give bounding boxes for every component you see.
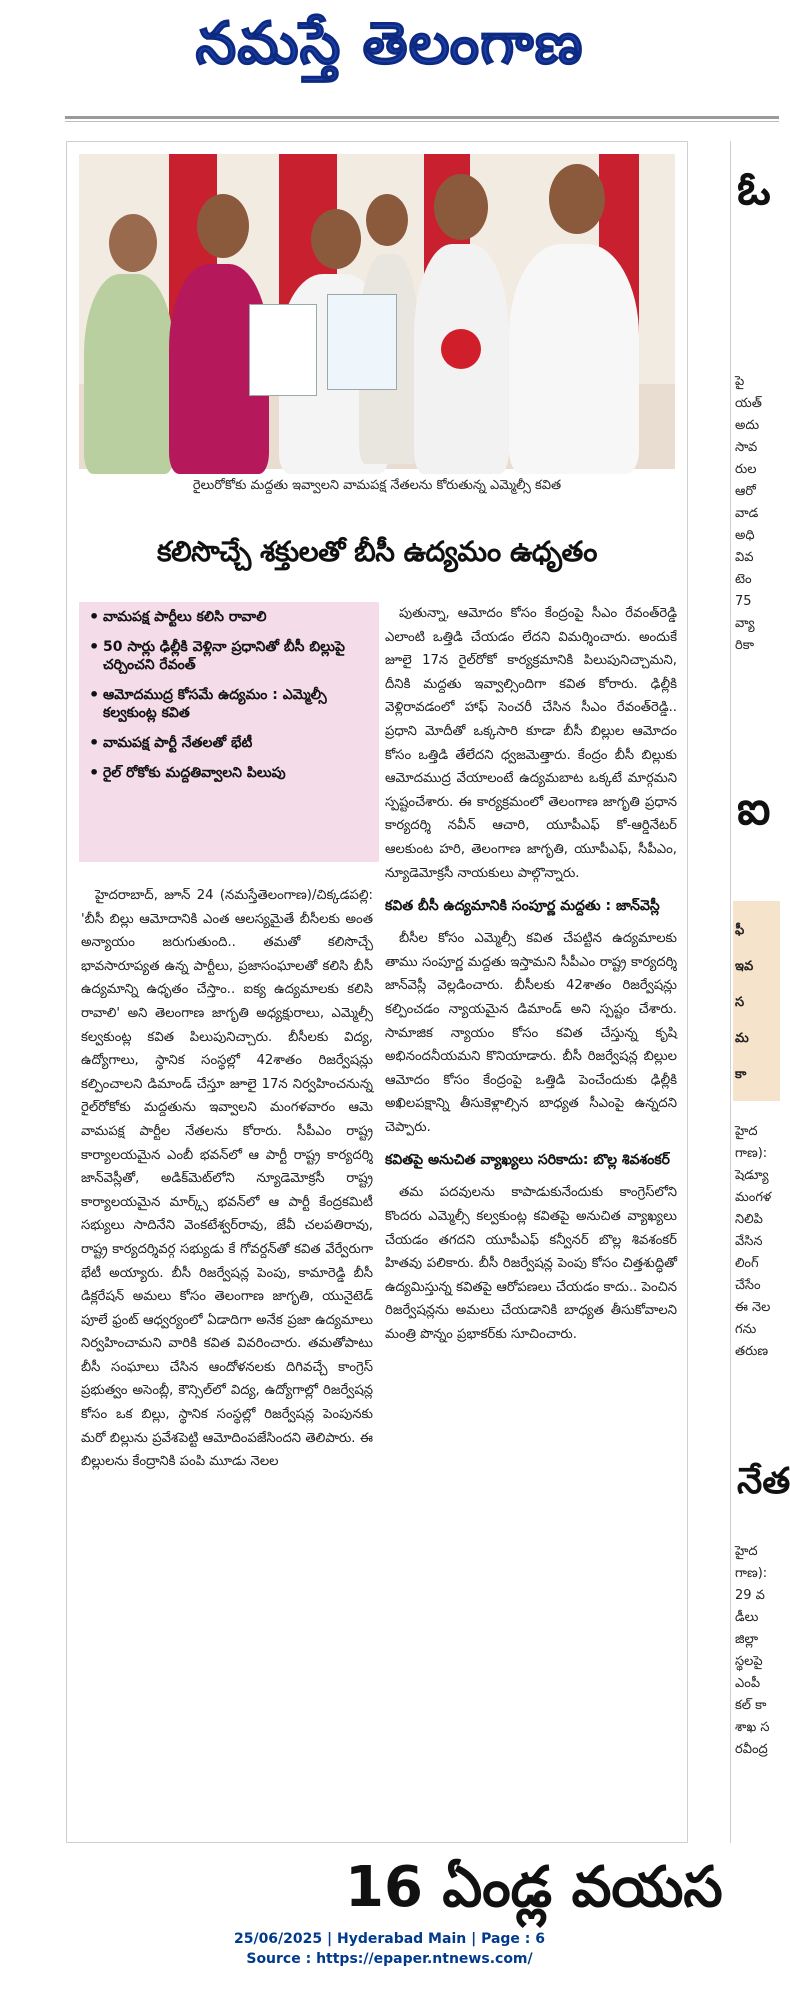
article-paragraph: పుతున్నా, ఆమోదం కోసం కేంద్రంపై సీఎం రేవంత్‌రెడ్డి ఎలాంటి ఒత్తిడి చేయడం లేదని విమర్శించారు. అందుకే జూలై 17న రైల్‌రోకో కార్యక్రమానికి పిలుపునిచ్చామని, దీనికి మద్దతు ఇవ్వాల్సిందిగా కవిత కోరారు. ఢిల్లీకి వెళ్లిరావడంలో హాఫ్ సెంచరీ చేసిన సీఎం రేవంత్‌రెడ్డి.. ప్రధాని మోదీతో ఒక్కసారి కూడా బీసీ బిల్లుల ఆమోదం కోసం ఒత్తిడి తేలేదని ధ్వజమెత్తారు. కేంద్రం బీసీ బిల్లుకు ఆమోదముద్ర వేయాలంటే ఉద్యమబాట ఒక్కటే మార్గమని స్పష్టంచేశారు. ఈ కార్యక్రమంలో తెలంగాణ జాగృతి ప్రధాన కార్యదర్శి నవీన్ ఆచారి, యూపీఎఫ్ కో-ఆర్డినేటర్ ఆలకుంట హరి, తెలంగాణ జాగృతి, యూపీఎఫ్, సీపీఎం, న్యూడెమోక్రసీ నాయకులు పాల్గొన్నారు. <box>385 606 677 881</box>
page-footer <box>0 1929 779 1969</box>
highlights-box <box>79 602 379 862</box>
person-figure <box>509 244 639 474</box>
adjacent-headline: నేత <box>737 1461 790 1502</box>
highlight-item: • రైల్ రోకోకు మద్దతివ్వాలని పిలుపు <box>87 764 371 782</box>
article-box <box>66 141 688 1843</box>
highlight-item: • ఆమోదముద్ర కోసమే ఉద్యమం : ఎమ్మెల్సీ కల్వకుంట్ల కవిత <box>87 686 371 722</box>
masthead <box>0 8 779 78</box>
header-rule <box>65 116 779 119</box>
letter-document <box>249 304 317 396</box>
next-article-headline: 16 ఏండ్ల వయస <box>345 1855 723 1920</box>
article-paragraph: హైదరాబాద్, జూన్ 24 (నమస్తేతెలంగాణ)/చిక్కడపల్లి: 'బీసీ బిల్లు ఆమోదానికి ఎంత ఆలస్యమైతే బీసీలకు అంత అన్యాయం జరుగుతుంది.. తమతో కలిసొచ్చే భావసారూప్యత ఉన్న పార్టీలు, ప్రజాసంఘాలతో కలిసి బీసీ ఉద్యమాన్ని ఉధృతం చేస్తాం.. ఐక్య ఉద్యమాలకు కలిసి రావాలి' అని తెలంగాణ జాగృతి అధ్యక్షురాలు, ఎమ్మెల్సీ కల్వకుంట్ల కవిత పిలుపునిచ్చారు. బీసీలకు విద్య, ఉద్యోగాలు, స్థానిక సంస్థల్లో 42శాతం రిజర్వేషన్లు కల్పించాలని డిమాండ్ చేస్తూ జూలై 17న నిర్వహించనున్న రైల్‌రోకోకు మద్దతును ఇవ్వాలని మంగళవారం ఆమె వామపక్ష పార్టీల నేతలను కోరారు. సీపీఎం రాష్ట్ర కార్యాలయమైన ఎంబీ భవన్‌లో ఆ పార్టీ రాష్ట్ర కార్యదర్శి జాన్‌వెస్లీతో, అడిక్‌మెట్‌లోని న్యూడెమోక్రసీ రాష్ట్ర కార్యాలయమైన మార్క్స్ భవన్‌లో ఆ పార్టీ కేంద్రకమిటీ సభ్యులు సాదినేని వెంకటేశ్వర్‌రావు, జేవీ చలపతిరావు, రాష్ట్ర కార్యదర్శివర్గ సభ్యుడు కే గోవర్దన్‌తో కవిత వేర్వేరుగా భేటీ అయ్యారు. బీసీ రిజర్వేషన్ల పెంపు, కామారెడ్డి బీసీ డిక్లరేషన్ అమలు కోసం తెలంగాణ జాగృతి, యునైటెడ్ పూలే ఫ్రంట్ ఆధ్వర్యంలో ఏడాదిగా అనేక ప్రజా ఉద్యమాలు నిర్వహించామని వారికి కవిత వివరించారు. తమతోపాటు బీసీ సంఘాలు చేసిన ఆందోళనలకు దిగివచ్చే కాంగ్రెస్ ప్రభుత్వం అసెంబ్లీ, కౌన్సిల్‌లో విద్య, ఉద్యోగాల్లో రిజర్వేషన్ల కోసం ఒక బిల్లు, స్థానిక సంస్థల్లో రిజర్వేషన్ల పెంపునకు మరో బిల్లును ప్రవేశపెట్టి ఆమోదింపజేసిందని తెలిపారు. ఈ బిల్లులను కేంద్రానికి పంపి మూడు నెలల <box>81 888 373 1470</box>
article-column-1 <box>81 884 373 1484</box>
footer-source-link[interactable]: Source : https://epaper.ntnews.com/ <box>246 1951 533 1967</box>
person-head <box>366 194 408 246</box>
article-paragraph: తమ పదవులను కాపాడుకునేందుకు కాంగ్రెస్‌లోని కొందరు ఎమ్మెల్సీ కల్వకుంట్ల కవితపై అనుచిత వ్యాఖ్యలు చేయడం తగదని యూపీఎఫ్ కన్వీనర్ బొల్ల శివశంకర్ హితవు పలికారు. బీసీ రిజర్వేషన్ల పెంపు కోసం చిత్తశుద్ధితో ఉద్యమిస్తున్న కవితపై ఆరోపణలు చేయడం కాదు.. పెంచిన రిజర్వేషన్లను అమలు చేయడానికి బాధ్యత తీసుకోవాలని మంత్రి పొన్నం ప్రభాకర్‌కు సూచించారు. <box>385 1185 677 1343</box>
article-headline: కలిసొచ్చే శక్తులతో బీసీ ఉద్యమం ఉధృతం <box>156 535 597 568</box>
person-head <box>197 194 249 258</box>
person-head <box>311 209 361 269</box>
person-figure <box>84 274 174 474</box>
article-paragraph: బీసీల కోసం ఎమ్మెల్సీ కవిత చేపట్టిన ఉద్యమాలకు తాము సంపూర్ణ మద్దతు ఇస్తామని సీపీఎం రాష్ట్ర కార్యదర్శి జాన్‌వెస్లీ వెల్లడించారు. బీసీలకు 42శాతం రిజర్వేషన్లు కల్పించడం న్యాయమైన డిమాండ్ అని స్పష్టం చేశారు. సామాజిక న్యాయం కోసం కవిత చేస్తున్న కృషి అభినందనీయమని కొనియాడారు. బీసీ రిజర్వేషన్ల బిల్లుల ఆమోదం కోసం కేంద్రంపై ఒత్తిడి పెంచేందుకు ఢిల్లీకి అఖిలపక్షాన్ని తీసుకెళ్లాల్సిన బాధ్యత సీఎంపై ఉన్నదని చెప్పారు. <box>385 931 677 1135</box>
person-head <box>549 164 605 234</box>
adjacent-article-strip <box>730 141 790 1843</box>
article-column-2 <box>385 602 677 1357</box>
adjacent-bullets: ఫీ ఇవ స మ కా <box>735 923 754 1082</box>
adjacent-text: హైద గాణ): 29 వ డీలు జిల్లా స్థలపై ఎంపీ కల్ కా శాఖ స రవీంద్ర <box>735 1544 770 1757</box>
party-flag-icon <box>441 329 481 369</box>
adjacent-headline: ఐ <box>737 781 771 835</box>
subheading: కవిత బీసీ ఉద్యమానికి సంపూర్ణ మద్దతు : జాన్‌వెస్లీ <box>385 898 660 915</box>
subheading: కవితపై అనుచిత వ్యాఖ్యలు సరికాదు: బొల్ల శివశంకర్ <box>385 1152 670 1169</box>
newspaper-title: నమస్తే తెలంగాణ <box>195 9 584 77</box>
highlight-item: • వామపక్ష పార్టీలు కలిసి రావాలి <box>87 608 371 626</box>
news-photo <box>79 154 675 469</box>
person-head <box>109 214 157 272</box>
adjacent-text: హైద గాణ): షెడ్యూ మంగళ నిలిపి వేసిన లింగ్ చేసేం ఈ నెల గను తరుణ <box>735 1124 772 1359</box>
highlight-item: • 50 సార్లు ఢిల్లీకి వెళ్లినా ప్రధానితో బీసీ బిల్లుపై చర్చించని రేవంత్ <box>87 638 371 674</box>
highlight-item: • వామపక్ష పార్టీ నేతలతో భేటీ <box>87 734 371 752</box>
photo-caption: రైలురోకోకు మద్దతు ఇవ్వాలని వామపక్ష నేతలను కోరుతున్న ఎమ్మెల్సీ కవిత <box>192 478 562 493</box>
footer-date-edition: 25/06/2025 | Hyderabad Main | Page : 6 <box>233 1931 546 1947</box>
adjacent-highlights-box <box>733 901 780 1101</box>
adjacent-headline: ఓ <box>737 161 771 215</box>
header-rule-thin <box>65 121 779 122</box>
letter-document <box>327 294 397 390</box>
person-head <box>434 174 488 240</box>
adjacent-text: పై యత్ అదు సావ రుల ఆరో వాడ అధి వివ టెం 75 వ్యా రికా <box>735 374 762 653</box>
